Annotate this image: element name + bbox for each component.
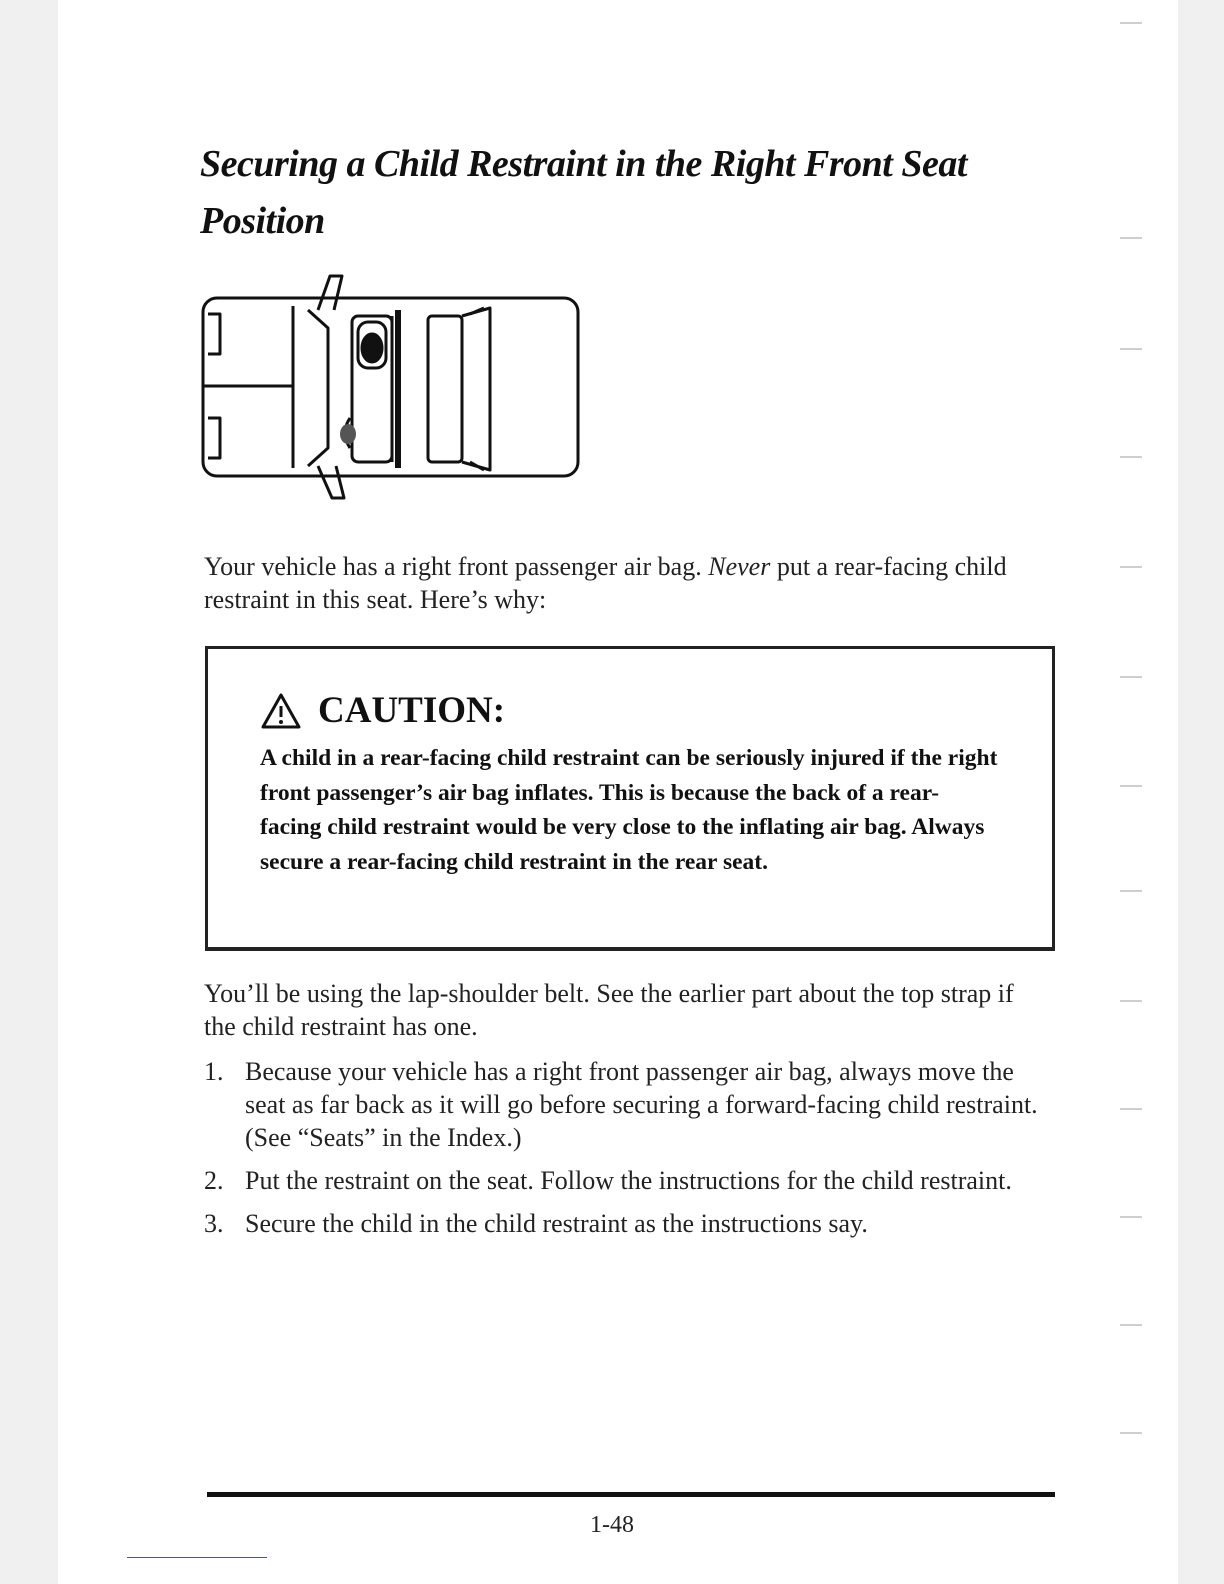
list-item: [204, 1055, 1044, 1154]
scan-mark: [1120, 22, 1142, 24]
intro-emphasis: Never: [708, 552, 771, 581]
scan-mark: [1120, 456, 1142, 458]
rear-seat: [428, 316, 462, 462]
step-text: Put the restraint on the seat. Follow the instructions for the child restraint.: [245, 1166, 1012, 1195]
caution-header: [260, 689, 505, 732]
warning-triangle-icon: [260, 692, 302, 730]
scan-mark: [1120, 785, 1142, 787]
scan-mark: [1120, 676, 1142, 678]
scan-mark: [1120, 1324, 1142, 1326]
scan-mark: [1120, 348, 1142, 350]
list-item: [204, 1164, 1044, 1197]
intro-text-end: put a rear-facing child restraint in this seat. Here’s why:: [204, 552, 1007, 614]
step-number: 3.: [204, 1209, 224, 1238]
caution-heading: CAUTION:: [318, 690, 506, 731]
open-door-bottom: [318, 466, 344, 498]
step-number: 2.: [204, 1166, 224, 1195]
scan-mark: [1120, 890, 1142, 892]
caution-box: [205, 646, 1055, 951]
step-text: Secure the child in the child restraint as the instructions say.: [245, 1209, 868, 1238]
scan-mark: [1120, 1216, 1142, 1218]
section-title: Securing a Child Restraint in the Right Front Seat Position: [200, 143, 967, 242]
steering-wheel: [340, 424, 356, 444]
front-pillar: [308, 310, 328, 466]
steps-list: [204, 1055, 1044, 1250]
scan-mark: [1120, 1432, 1142, 1434]
caution-text: A child in a rear-facing child restraint can be seriously injured if the right front passenger’s air bag inflates. This is because the back of a rear-facing child restraint would be very close to the inflating air bag. Always secure a rear-facing child restraint in the rear seat.: [260, 745, 998, 875]
open-door-top: [318, 276, 342, 310]
car-top-view-illustration: [200, 268, 584, 500]
lap-belt-paragraph: You’ll be using the lap-shoulder belt. See the earlier part about the top strap if the child restraint has one.: [204, 979, 1014, 1041]
child-restraint-marker: [362, 334, 382, 362]
intro-text: Your vehicle has a right front passenger air bag.: [204, 552, 709, 581]
scan-mark: [1120, 566, 1142, 568]
scan-mark: [1120, 237, 1142, 239]
scan-mark: [1120, 1108, 1142, 1110]
list-item: [204, 1207, 1044, 1240]
step-number: 1.: [204, 1057, 224, 1086]
headlight-upper: [208, 314, 220, 354]
scan-mark: [1120, 1000, 1142, 1002]
link-underline: [127, 1557, 267, 1558]
step-text: Because your vehicle has a right front passenger air bag, always move the seat as far back as it will go before securing a forward-facing child restraint. (See “Seats” in the Index.): [245, 1057, 1038, 1152]
footer-rule: [207, 1492, 1055, 1497]
intro-paragraph: [204, 550, 1024, 616]
headlight-lower: [208, 418, 220, 458]
rear-window: [462, 308, 490, 470]
page-number: 1-48: [590, 1512, 634, 1538]
